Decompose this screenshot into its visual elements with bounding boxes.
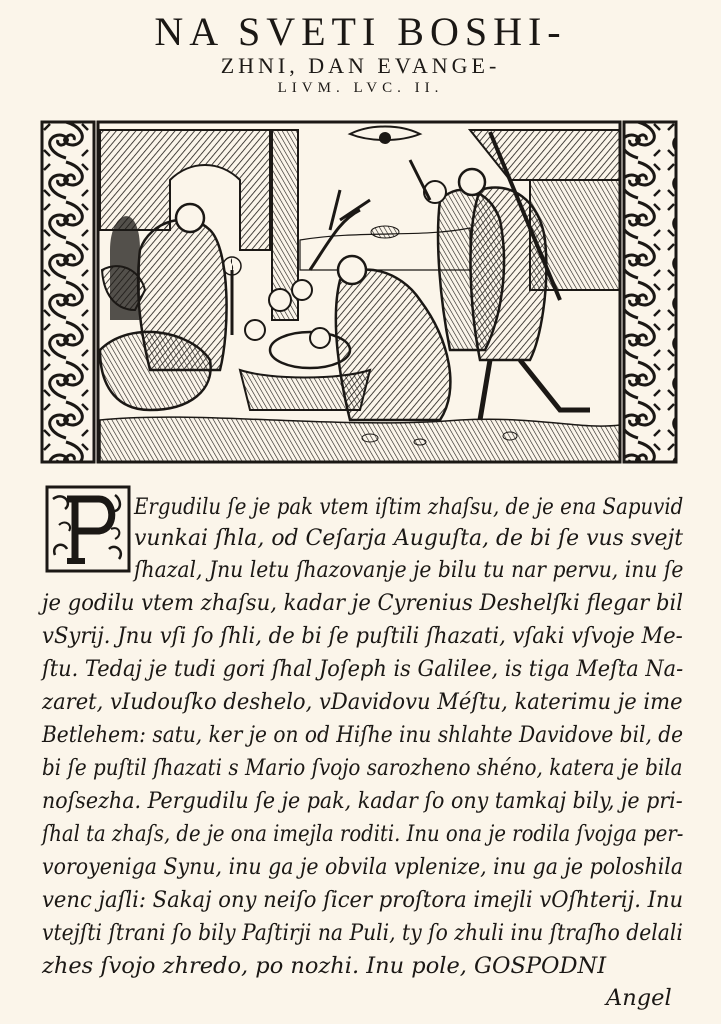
- page-subtitle: ZHNI, DAN EVANGE-: [220, 53, 501, 78]
- text-line: voroyeniga Synu, inu ga je obvila vplenize, inu ga je poloshila: [42, 854, 684, 880]
- text-line: vtejſti ſtrani ſo bily Paſtirji na Puli, ty ſo zhuli inu ſtraſho delali: [42, 920, 683, 946]
- text-line: noſsezha. Pergudilu ſe je pak, kadar ſo ony tamkaj bily, je pri-: [42, 788, 683, 814]
- text-line: ſhal ta zhaſs, de je ona imejla roditi. Inu ona je rodila ſvojga per-: [42, 821, 684, 847]
- text-line: bi ſe puſtil ſhazati s Mario ſvojo sarozheno shéno, katera je bila: [42, 755, 683, 781]
- text-line: venc jaſli: Sakaj ony neiſo ſicer proſtora imejli vOſhterij. Inu: [42, 887, 684, 913]
- text-line: zaret, vIudouſko deshelo, vDavidovu Méſtu, katerimu je ime: [42, 689, 683, 715]
- text-line: je godilu vtem zhaſsu, kadar je Cyrenius Deshelſki flegar bil: [42, 590, 683, 616]
- text-line: Ergudilu ſe je pak vtem iſtim zhaſsu, de je ena Sapuvid: [134, 494, 684, 520]
- text-line: ſtu. Tedaj je tudi gori ſhal Joſeph is Galilee, is tiga Meſta Na-: [42, 656, 684, 682]
- text-line: vunkai ſhla, od Ceſarja Auguſta, de bi ſe vus svejt: [134, 525, 684, 551]
- catchword: Angel: [606, 985, 672, 1011]
- page-title: NA SVETI BOSHI-: [154, 9, 567, 54]
- gospel-reference: LIVM. LVC. II.: [277, 80, 444, 96]
- text-line: zhes ſvojo zhredo, po nozhi. Inu pole, GOSPODNI: [42, 953, 607, 979]
- text-line: vSyrij. Jnu vſi ſo ſhli, de bi ſe puſtili ſhazati, vſaki vſvoje Me-: [42, 623, 683, 649]
- text-line: Betlehem: satu, ker je on od Hiſhe inu shlahte Davidove bil, de: [42, 722, 684, 748]
- text-line: ſhazal, Jnu letu ſhazovanje je bilu tu nar pervu, inu ſe: [134, 557, 684, 583]
